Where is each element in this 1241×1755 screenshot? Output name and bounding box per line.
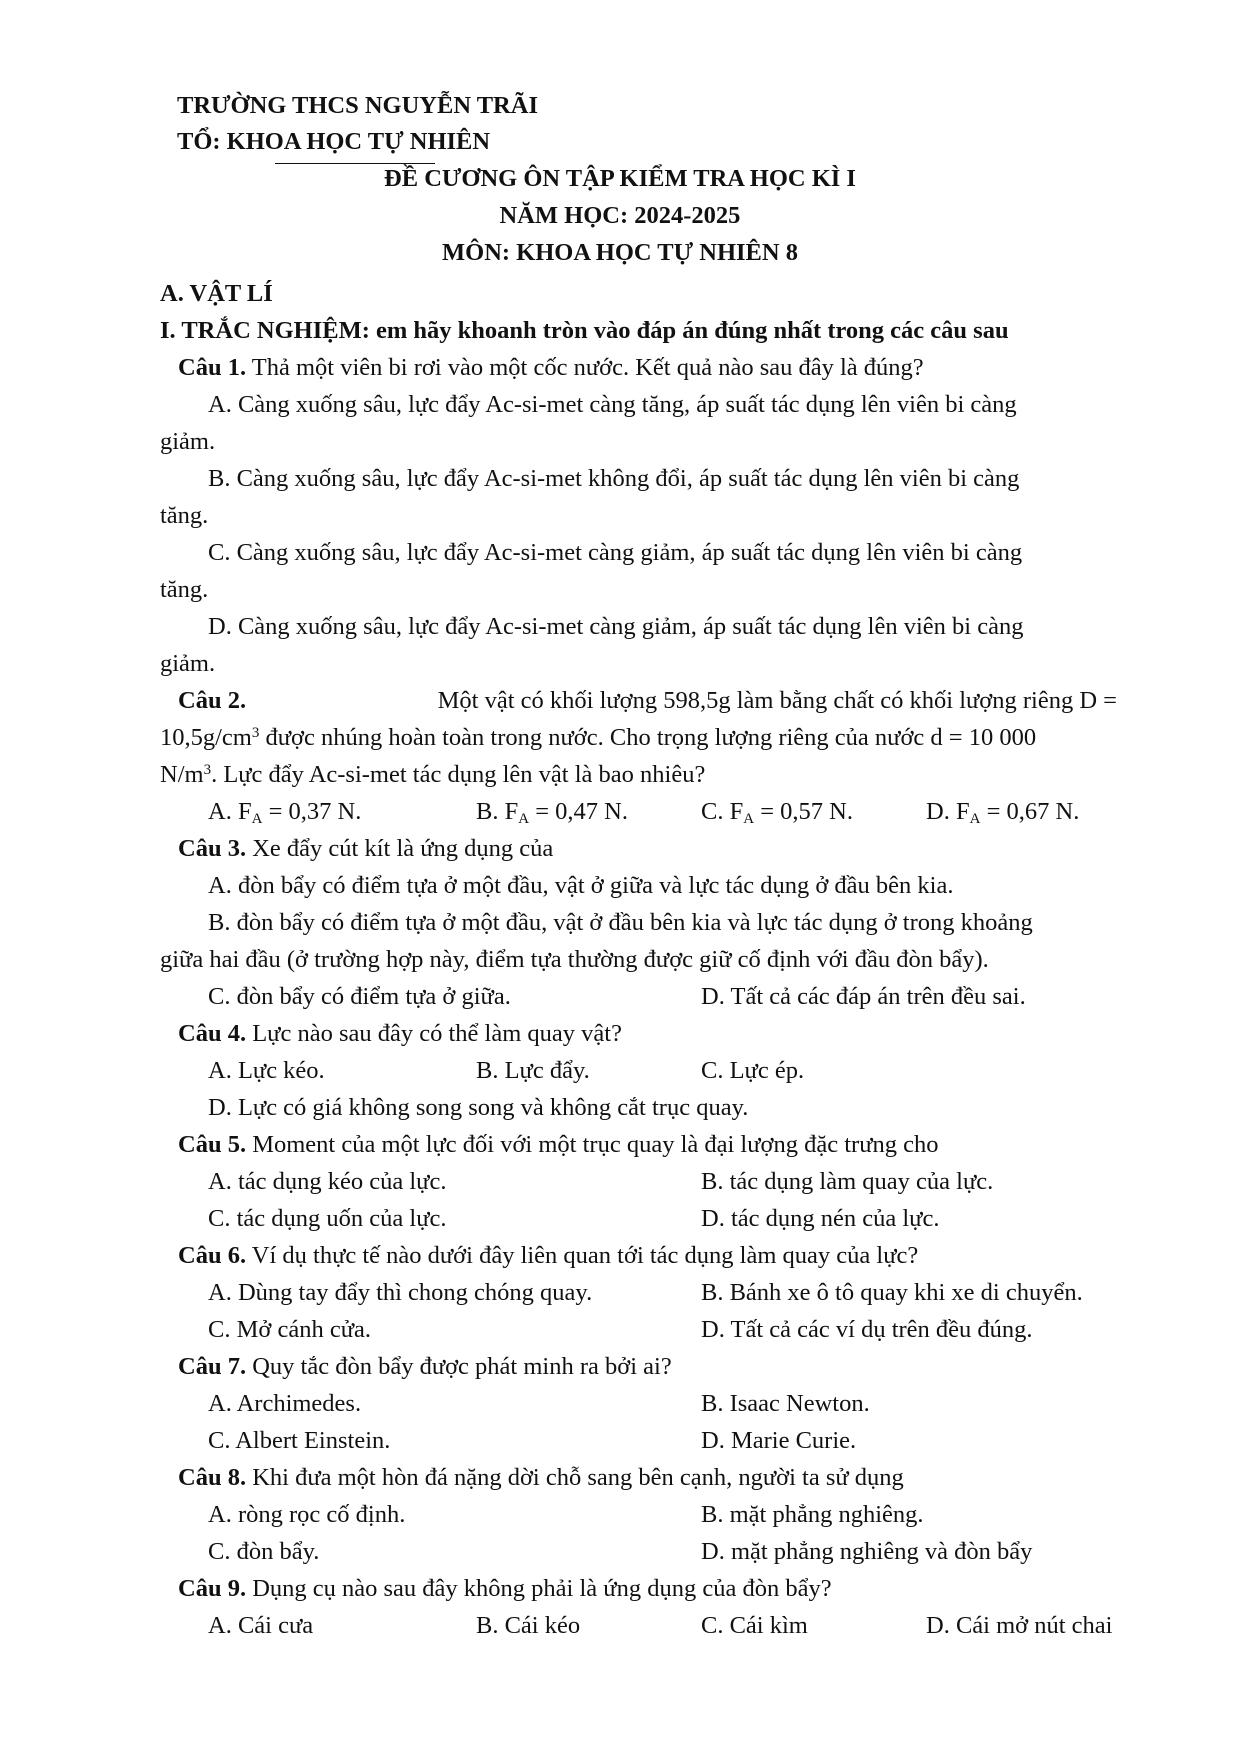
q3-option-b-line2: giữa hai đầu (ở trường hợp này, điểm tựa thường được giữ cố định với đầu đòn bẩy). xyxy=(160,946,989,973)
q5-option-d: D. tác dụng nén của lực. xyxy=(701,1205,940,1232)
q2-text-line3-rest: . Lực đẩy Ac-si-met tác dụng lên vật là bao nhiêu? xyxy=(211,761,706,788)
q2-option-d xyxy=(926,793,1079,830)
q1-option-b-line1: B. Càng xuống sâu, lực đẩy Ac-si-met không đổi, áp suất tác dụng lên viên bi càng xyxy=(208,465,1020,492)
q5-option-b: B. tác dụng làm quay của lực. xyxy=(701,1168,994,1195)
q2-text-line3 xyxy=(160,756,1117,793)
q4-option-a: A. Lực kéo. xyxy=(208,1057,325,1084)
q4-option-b: B. Lực đẩy. xyxy=(476,1057,590,1084)
q5-options-ab xyxy=(160,1163,1117,1200)
superscript: 3 xyxy=(251,725,260,741)
q7-option-a: A. Archimedes. xyxy=(208,1390,362,1417)
q3-option-a: A. đòn bẩy có điểm tựa ở một đầu, vật ở giữa và lực tác dụng ở đầu bên kia. xyxy=(208,872,954,899)
question-label: Câu 5. xyxy=(178,1131,247,1158)
force-symbol: F xyxy=(237,798,252,825)
q1-option-d-line2: giảm. xyxy=(160,650,216,677)
q9-option-d: D. Cái mở nút chai xyxy=(926,1612,1113,1639)
q3-option-d: D. Tất cả các đáp án trên đều sai. xyxy=(701,983,1026,1010)
question-label: Câu 2. xyxy=(178,687,247,714)
option-prefix: C. xyxy=(701,798,730,825)
force-symbol: F xyxy=(504,798,519,825)
q7-option-c: C. Albert Einstein. xyxy=(208,1427,391,1454)
part-label: I. TRẮC NGHIỆM: xyxy=(160,317,370,344)
question-text: Xe đẩy cút kít là ứng dụng của xyxy=(246,835,554,862)
q4-options-abc xyxy=(160,1052,1117,1089)
question-label: Câu 7. xyxy=(178,1353,247,1380)
question-text: Lực nào sau đây có thể làm quay vật? xyxy=(246,1020,622,1047)
q6-option-a: A. Dùng tay đẩy thì chong chóng quay. xyxy=(208,1279,593,1306)
q2-text-line2-rest: được nhúng hoàn toàn trong nước. Cho trọng lượng riêng của nước d = 10 000 xyxy=(259,724,1037,751)
school-name: TRƯỜNG THCS NGUYỄN TRÃI xyxy=(177,92,538,119)
q7-options-cd xyxy=(160,1422,1117,1459)
q2-density-value: 10,5g/cm xyxy=(160,724,252,751)
subject-title: MÔN: KHOA HỌC TỰ NHIÊN 8 xyxy=(442,239,798,266)
document-body xyxy=(160,275,1117,1644)
q8-options-cd xyxy=(160,1533,1117,1570)
subscript: A xyxy=(969,811,981,827)
title-block xyxy=(160,160,1080,271)
q1-option-d-line1: D. Càng xuống sâu, lực đẩy Ac-si-met càng giảm, áp suất tác dụng lên viên bi càng xyxy=(208,613,1024,640)
school-header xyxy=(177,88,538,160)
school-year: NĂM HỌC: 2024-2025 xyxy=(499,202,741,229)
q6-option-b: B. Bánh xe ô tô quay khi xe di chuyển. xyxy=(701,1279,1083,1306)
option-value: = 0,47 N. xyxy=(529,798,628,825)
q8-options-ab xyxy=(160,1496,1117,1533)
q6-option-d: D. Tất cả các ví dụ trên đều đúng. xyxy=(701,1316,1033,1343)
question-label: Câu 3. xyxy=(178,835,247,862)
q2-text-line1: Một vật có khối lượng 598,5g làm bằng chất có khối lượng riêng D = xyxy=(437,687,1117,714)
q2-option-b xyxy=(476,793,701,830)
question-label: Câu 4. xyxy=(178,1020,247,1047)
q6-option-c: C. Mở cánh cửa. xyxy=(208,1316,371,1343)
question-5 xyxy=(160,1126,1117,1163)
q9-option-b: B. Cái kéo xyxy=(476,1612,581,1639)
question-text: Khi đưa một hòn đá nặng dời chỗ sang bên cạnh, người ta sử dụng xyxy=(246,1464,904,1491)
part-instruction: em hãy khoanh tròn vào đáp án đúng nhất trong các câu sau xyxy=(369,317,1009,344)
question-3 xyxy=(160,830,1117,867)
q2-option-a xyxy=(208,793,476,830)
question-label: Câu 9. xyxy=(178,1575,247,1602)
q1-option-c-line2: tăng. xyxy=(160,576,209,603)
force-symbol: F xyxy=(729,798,744,825)
question-label: Câu 8. xyxy=(178,1464,247,1491)
option-value: = 0,67 N. xyxy=(980,798,1080,825)
option-prefix: D. xyxy=(926,798,956,825)
q3-options-cd xyxy=(160,978,1117,1015)
department-name: TỔ: KHOA HỌC TỰ NHIÊN xyxy=(177,128,491,155)
subscript: A xyxy=(251,811,263,827)
question-4 xyxy=(160,1015,1117,1052)
q9-option-c: C. Cái kìm xyxy=(701,1612,808,1639)
q6-options-cd xyxy=(160,1311,1117,1348)
option-prefix: B. xyxy=(476,798,505,825)
q4-option-c: C. Lực ép. xyxy=(701,1057,805,1084)
q4-option-d: D. Lực có giá không song song và không cắt trục quay. xyxy=(208,1094,749,1121)
q8-option-d: D. mặt phẳng nghiêng và đòn bẩy xyxy=(701,1538,1033,1565)
q5-option-a: A. tác dụng kéo của lực. xyxy=(208,1168,447,1195)
question-text: Ví dụ thực tế nào dưới đây liên quan tới tác dụng làm quay của lực? xyxy=(246,1242,919,1269)
question-9 xyxy=(160,1570,1117,1607)
q9-options xyxy=(160,1607,1117,1644)
section-title: A. VẬT LÍ xyxy=(160,280,273,307)
question-label: Câu 6. xyxy=(178,1242,247,1269)
q2-unit: N/m xyxy=(160,761,204,788)
question-2 xyxy=(160,682,1117,719)
superscript: 3 xyxy=(203,762,212,778)
question-text: Moment của một lực đối với một trục quay là đại lượng đặc trưng cho xyxy=(246,1131,939,1158)
question-6 xyxy=(160,1237,1117,1274)
question-1 xyxy=(160,349,1117,386)
subscript: A xyxy=(743,811,755,827)
question-text: Thả một viên bi rơi vào một cốc nước. Kết quả nào sau đây là đúng? xyxy=(246,354,924,381)
q3-option-b-line1: B. đòn bẩy có điểm tựa ở một đầu, vật ở đầu bên kia và lực tác dụng ở trong khoảng xyxy=(208,909,1033,936)
q8-option-b: B. mặt phẳng nghiêng. xyxy=(701,1501,924,1528)
question-8 xyxy=(160,1459,1117,1496)
question-7 xyxy=(160,1348,1117,1385)
q7-options-ab xyxy=(160,1385,1117,1422)
q8-option-c: C. đòn bẩy. xyxy=(208,1538,320,1565)
q6-options-ab xyxy=(160,1274,1117,1311)
option-value: = 0,37 N. xyxy=(262,798,362,825)
q9-option-a: A. Cái cưa xyxy=(208,1612,314,1639)
option-value: = 0,57 N. xyxy=(754,798,853,825)
subscript: A xyxy=(518,811,530,827)
question-text: Dụng cụ nào sau đây không phải là ứng dụng của đòn bẩy? xyxy=(246,1575,832,1602)
q1-option-a-line1: A. Càng xuống sâu, lực đẩy Ac-si-met càng tăng, áp suất tác dụng lên viên bi càng xyxy=(208,391,1017,418)
q5-option-c: C. tác dụng uốn của lực. xyxy=(208,1205,447,1232)
q2-options xyxy=(160,793,1117,830)
part-heading xyxy=(160,312,1117,349)
q5-options-cd xyxy=(160,1200,1117,1237)
force-symbol: F xyxy=(955,798,970,825)
q2-text-line2 xyxy=(160,719,1117,756)
q8-option-a: A. ròng rọc cố định. xyxy=(208,1501,406,1528)
q7-option-b: B. Isaac Newton. xyxy=(701,1390,870,1417)
q1-option-a-line2: giảm. xyxy=(160,428,216,455)
q7-option-d: D. Marie Curie. xyxy=(701,1427,857,1454)
q2-option-c xyxy=(701,793,926,830)
q1-option-b-line2: tăng. xyxy=(160,502,209,529)
question-text: Quy tắc đòn bẩy được phát minh ra bởi ai? xyxy=(246,1353,672,1380)
document-title: ĐỀ CƯƠNG ÔN TẬP KIỂM TRA HỌC KÌ I xyxy=(384,165,856,192)
q1-option-c-line1: C. Càng xuống sâu, lực đẩy Ac-si-met càng giảm, áp suất tác dụng lên viên bi càng xyxy=(208,539,1023,566)
q3-option-c: C. đòn bẩy có điểm tựa ở giữa. xyxy=(208,983,511,1010)
option-prefix: A. xyxy=(208,798,238,825)
question-label: Câu 1. xyxy=(178,354,247,381)
